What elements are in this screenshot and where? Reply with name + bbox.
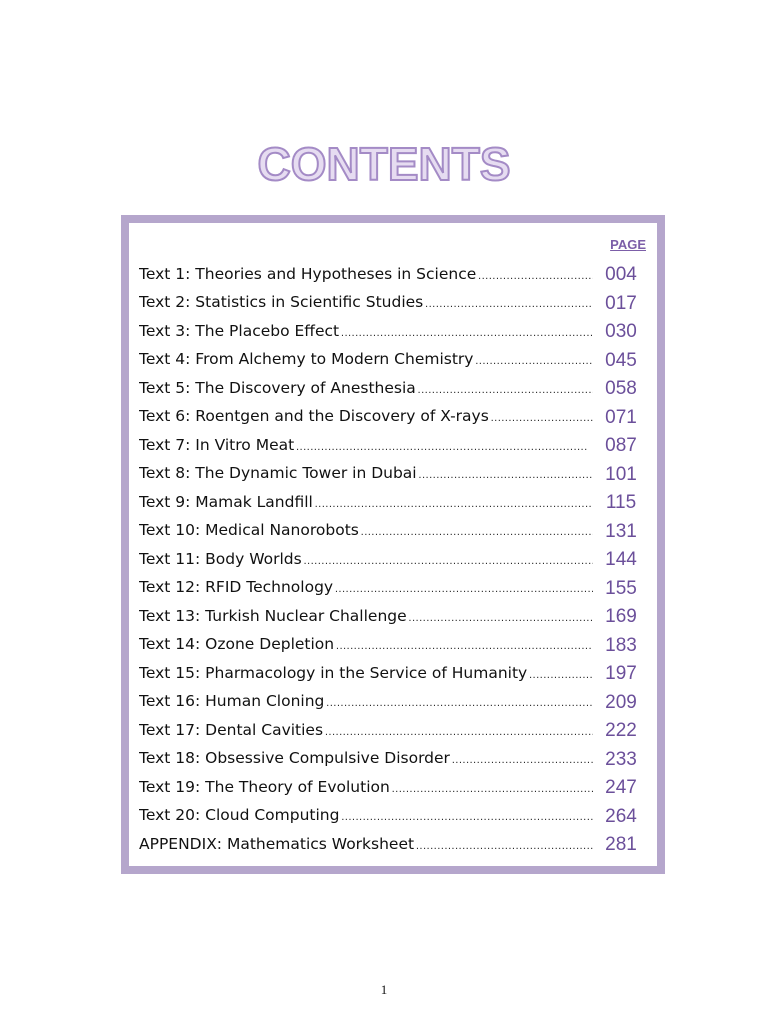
toc-entry-9[interactable] <box>139 489 651 518</box>
toc-entry-title: Text 12: RFID Technology . . . <box>139 573 593 604</box>
toc-entry-16[interactable] <box>139 689 651 718</box>
toc-entry-title: Text 8: The Dynamic Tower in Dubai . . . <box>139 459 593 490</box>
toc-entry-20[interactable] <box>139 803 651 832</box>
toc-entry-10[interactable] <box>139 518 651 547</box>
toc-entry-page: 004 <box>605 264 637 286</box>
toc-entry-title: Text 4: From Alchemy to Modern Chemistry . . . <box>139 345 593 376</box>
toc-entry-title: Text 13: Turkish Nuclear Challenge . . . <box>139 602 593 633</box>
toc-entry-page: 017 <box>605 292 637 314</box>
toc-entry-title: Text 17: Dental Cavities . . . <box>139 716 593 747</box>
toc-entry-page: 169 <box>605 606 637 628</box>
toc-entry-title: Text 11: Body Worlds . . . <box>139 545 593 576</box>
toc-entry-title: Text 10: Medical Nanorobots . . . <box>139 516 593 547</box>
toc-entry-page: 264 <box>605 805 637 827</box>
toc-entry-title: Text 20: Cloud Computing . . . <box>139 801 593 832</box>
toc-entry-page: 144 <box>605 549 637 571</box>
toc-entry-5[interactable] <box>139 375 651 404</box>
toc-entry-11[interactable] <box>139 546 651 575</box>
toc-entry-title: Text 1: Theories and Hypotheses in Science . . . <box>139 260 593 291</box>
toc-entry-page: 197 <box>605 663 637 685</box>
toc-entry-title: APPENDIX: Mathematics Worksheet . . . <box>139 830 593 861</box>
toc-entry-12[interactable] <box>139 575 651 604</box>
toc-entry-page: 233 <box>605 748 637 770</box>
page-title: CONTENTS <box>257 138 511 190</box>
toc-entry-17[interactable] <box>139 717 651 746</box>
contents-box <box>121 215 665 874</box>
toc-entry-page: 222 <box>605 720 637 742</box>
toc-entry-page: 045 <box>605 349 637 371</box>
toc-entry-18[interactable] <box>139 746 651 775</box>
toc-entry-page: 131 <box>605 520 637 542</box>
toc-list <box>139 261 651 860</box>
toc-entry-title: Text 16: Human Cloning . . . <box>139 687 593 718</box>
toc-entry-7[interactable] <box>139 432 651 461</box>
toc-entry-8[interactable] <box>139 461 651 490</box>
toc-entry-page: 247 <box>605 777 637 799</box>
toc-entry-appendix[interactable] <box>139 831 651 860</box>
toc-entry-3[interactable] <box>139 318 651 347</box>
toc-entry-page: 058 <box>605 378 637 400</box>
toc-entry-page: 155 <box>605 577 637 599</box>
toc-entry-title: Text 14: Ozone Depletion . . . <box>139 630 593 661</box>
toc-entry-page: 115 <box>605 492 637 514</box>
toc-entry-19[interactable] <box>139 774 651 803</box>
toc-entry-6[interactable] <box>139 404 651 433</box>
toc-entry-page: 281 <box>605 834 637 856</box>
toc-entry-14[interactable] <box>139 632 651 661</box>
toc-entry-page: 087 <box>605 435 637 457</box>
toc-entry-4[interactable] <box>139 347 651 376</box>
toc-entry-13[interactable] <box>139 603 651 632</box>
toc-entry-title: Text 6: Roentgen and the Discovery of X-rays . . . <box>139 402 593 433</box>
toc-entry-title: Text 3: The Placebo Effect . . . <box>139 317 593 348</box>
toc-entry-title: Text 2: Statistics in Scientific Studies . . . <box>139 288 593 319</box>
toc-entry-1[interactable] <box>139 261 651 290</box>
toc-entry-page: 071 <box>605 406 637 428</box>
toc-entry-title: Text 18: Obsessive Compulsive Disorder . . . <box>139 744 593 775</box>
toc-entry-title: Text 9: Mamak Landfill . . . <box>139 488 593 519</box>
toc-entry-page: 183 <box>605 634 637 656</box>
toc-entry-15[interactable] <box>139 660 651 689</box>
toc-entry-title: Text 7: In Vitro Meat . . . <box>139 431 593 462</box>
page-column-header: PAGE <box>610 237 646 252</box>
toc-entry-title: Text 5: The Discovery of Anesthesia . . . <box>139 374 593 405</box>
toc-entry-page: 030 <box>605 321 637 343</box>
toc-entry-page: 209 <box>605 691 637 713</box>
toc-entry-title: Text 15: Pharmacology in the Service of Humanity . . . <box>139 659 593 690</box>
toc-entry-page: 101 <box>605 463 637 485</box>
toc-entry-title: Text 19: The Theory of Evolution . . . <box>139 773 593 804</box>
toc-entry-2[interactable] <box>139 290 651 319</box>
footer-page-number: 1 <box>380 982 388 997</box>
